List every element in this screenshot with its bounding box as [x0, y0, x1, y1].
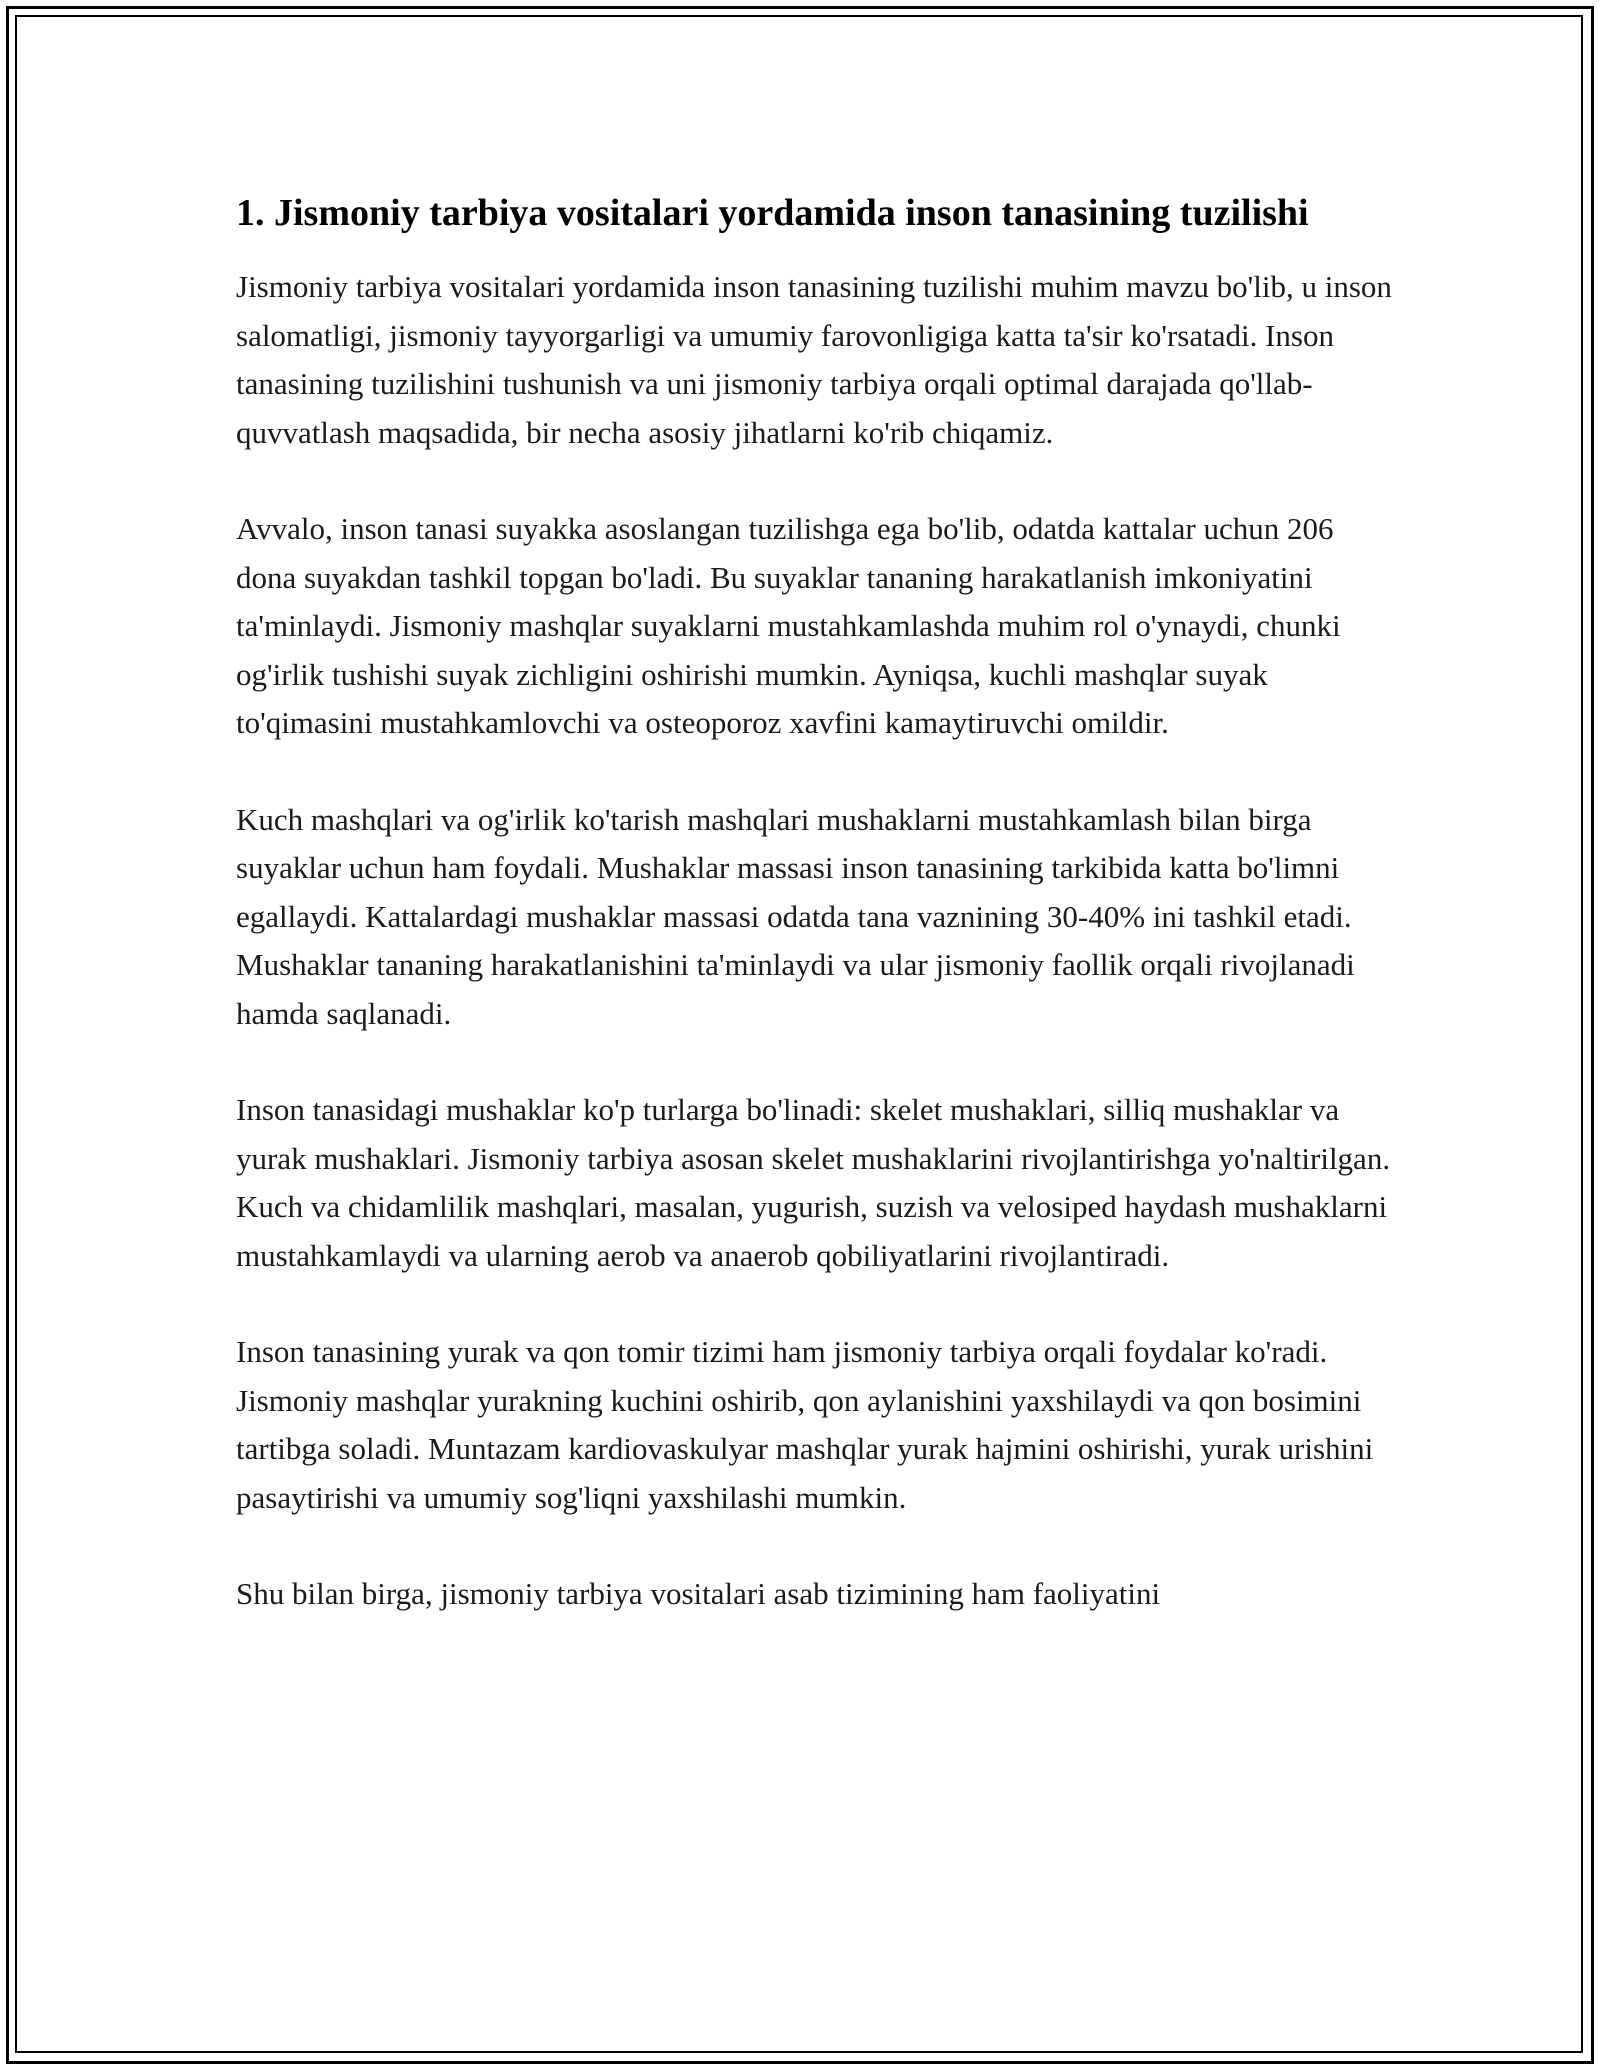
paragraph-intro: Jismoniy tarbiya vositalari yordamida inson tanasining tuzilishi muhim mavzu bo'lib, u inson salomatligi, jismoniy tayyorgarligi va umumiy farovonligiga katta ta'sir ko'rsatadi. Inson tanasining tuzilishini tushunish va uni jismoniy tarbiya orqali optimal darajada qo'llab-quvvatlash maqsadida, bir necha asosiy jihatlarni ko'rib chiqamiz. — [236, 269, 1392, 450]
paragraph-nervous-system: Shu bilan birga, jismoniy tarbiya vositalari asab tizimining ham faoliyatini — [236, 1576, 1161, 1611]
paragraph-bones: Avvalo, inson tanasi suyakka asoslangan tuzilishga ega bo'lib, odatda kattalar uchun 206 dona suyakdan tashkil topgan bo'ladi. Bu suyaklar tananing harakatlanish imkoniyatini ta'minlaydi. Jismoniy mashqlar suyaklarni mustahkamlashda muhim rol o'ynaydi, chunki og'irlik tushishi suyak zichligini oshirishi mumkin. Ayniqsa, kuchli mashqlar suyak to'qimasini mustahkamlovchi va osteoporoz xavfini kamaytiruvchi omildir. — [236, 511, 1341, 740]
section-heading: 1. Jismoniy tarbiya vositalari yordamida inson tanasining tuzilishi — [236, 192, 1309, 234]
document-body — [236, 186, 1396, 1667]
paragraph-cardiovascular: Inson tanasining yurak va qon tomir tizimi ham jismoniy tarbiya orqali foydalar ko'radi. Jismoniy mashqlar yurakning kuchini oshirib, qon aylanishini yaxshilaydi va qon bosimini tartibga soladi. Muntazam kardiovaskulyar mashqlar yurak hajmini oshirishi, yurak urishini pasaytirishi va umumiy sog'liqni yaxshilashi mumkin. — [236, 1334, 1374, 1515]
paragraph-muscle-types: Inson tanasidagi mushaklar ko'p turlarga bo'linadi: skelet mushaklari, silliq mushaklar va yurak mushaklari. Jismoniy tarbiya asosan skelet mushaklarini rivojlantirishga yo'naltirilgan. Kuch va chidamlilik mashqlari, masalan, yugurish, suzish va velosiped haydash mushaklarni mustahkamlaydi va ularning aerob va anaerob qobiliyatlarini rivojlantiradi. — [236, 1092, 1391, 1273]
paragraph-muscle-mass: Kuch mashqlari va og'irlik ko'tarish mashqlari mushaklarni mustahkamlash bilan birga suyaklar uchun ham foydali. Mushaklar massasi inson tanasining tarkibida katta bo'limni egallaydi. Kattalardagi mushaklar massasi odatda tana vaznining 30-40% ini tashkil etadi. Mushaklar tananing harakatlanishini ta'minlaydi va ular jismoniy faollik orqali rivojlanadi hamda saqlanadi. — [236, 801, 1355, 1031]
